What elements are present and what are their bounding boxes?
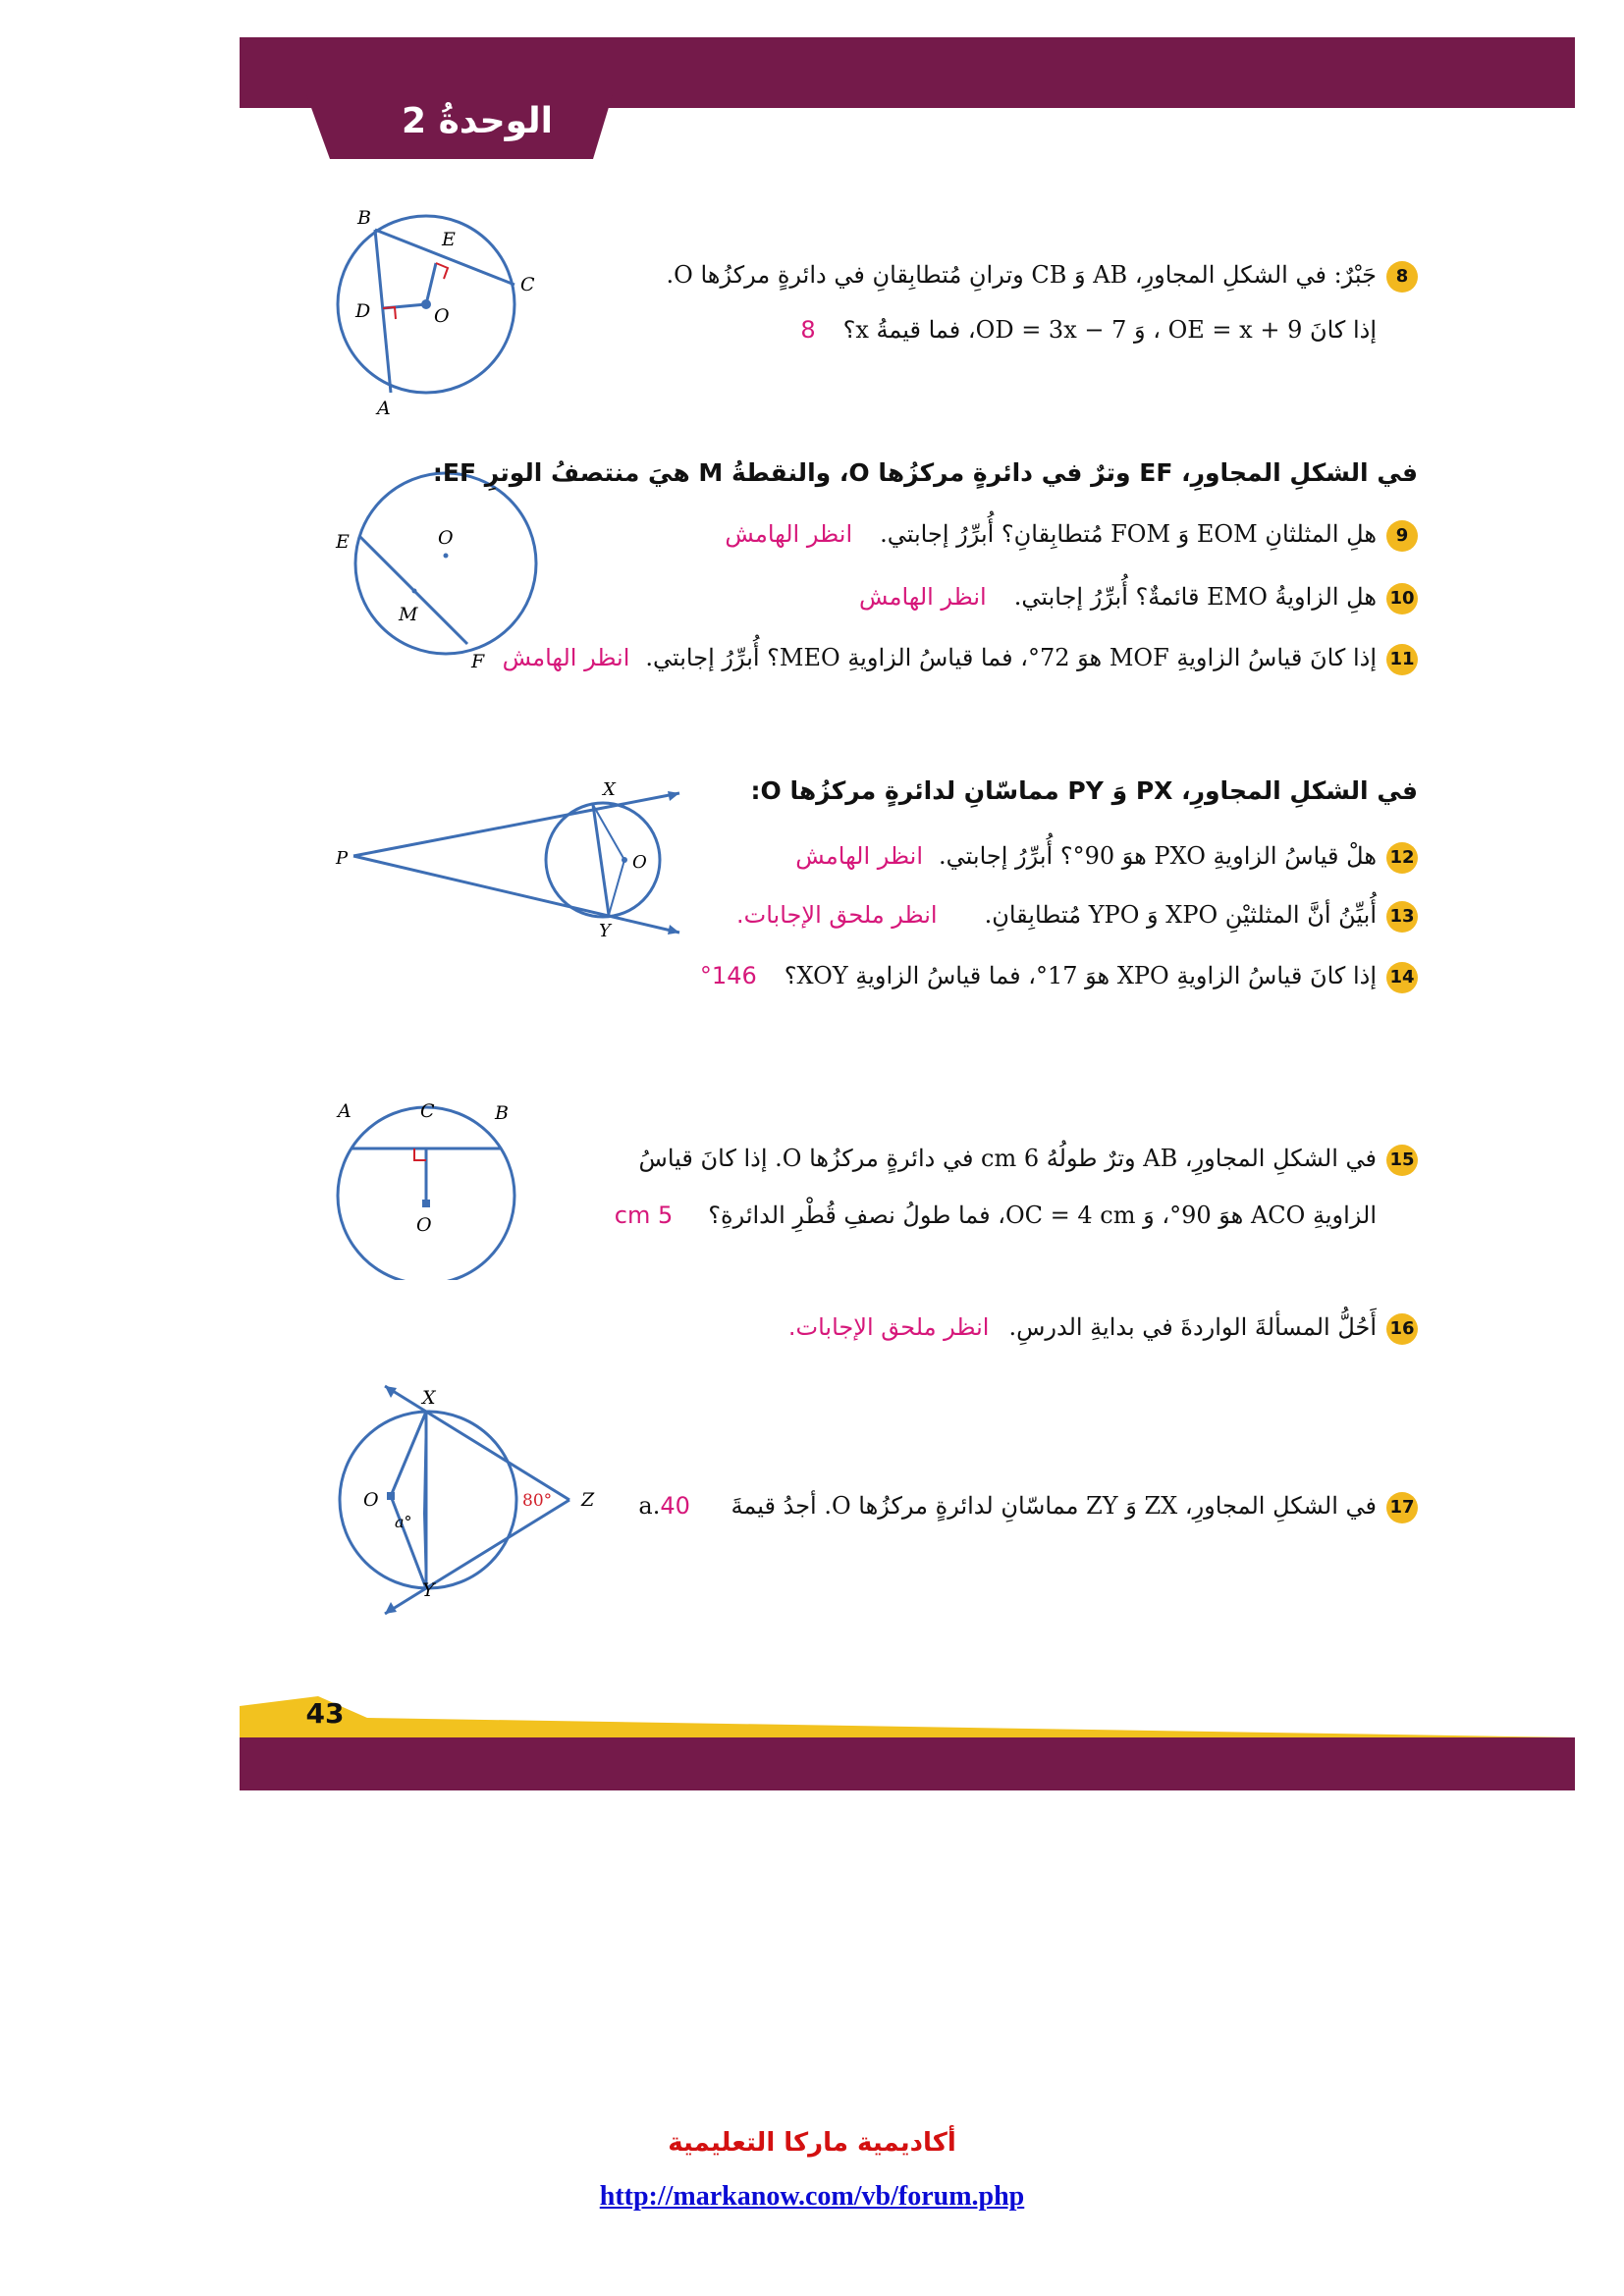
- q17-answer: 40: [660, 1492, 690, 1520]
- question-number-badge: 17: [1386, 1492, 1418, 1523]
- q10: [859, 579, 1418, 614]
- q15-answer: 5 cm: [614, 1201, 674, 1229]
- q16-text: أَحُلُّ المسألةَ الواردةَ في بدايةِ الدرسِ.: [1008, 1313, 1377, 1341]
- group9-intro: في الشكلِ المجاورِ، EF وترٌ في دائرةٍ مركزُها O، والنقطةُ M هيَ منتصفُ الوترِ EF:: [432, 458, 1418, 487]
- footer-link[interactable]: http://markanow.com/vb/forum.php: [599, 2181, 1025, 2212]
- q14: [700, 958, 1418, 993]
- q16: [788, 1309, 1418, 1345]
- question-number-badge: 14: [1386, 962, 1418, 993]
- question-number-badge: 16: [1386, 1313, 1418, 1345]
- footer-title: أكاديمية ماركا التعليمية: [668, 2128, 956, 2158]
- q8-line2: [800, 312, 1377, 347]
- q10-answer: انظر الهامش: [858, 583, 987, 611]
- q11-text: إذا كانَ قياسُ الزاويةِ MOF هوَ 72°، فما قياسُ الزاويةِ MEO؟ أُبرِّرُ إجابتي.: [645, 644, 1377, 671]
- q16-answer: انظر ملحق الإجابات.: [787, 1313, 990, 1341]
- bottom-banner: [240, 1737, 1575, 1790]
- figure-label: O: [363, 1489, 379, 1511]
- figure-label: C: [520, 274, 535, 295]
- page-number: 43: [305, 1697, 345, 1730]
- figure-label: Y: [599, 921, 611, 941]
- question-number-badge: 12: [1386, 842, 1418, 874]
- q12-answer: انظر الهامش: [795, 842, 924, 870]
- figure-label: B: [495, 1102, 509, 1124]
- group12-intro: في الشكلِ المجاورِ، PX وَ PY مماسّانِ لدائرةٍ مركزُها O:: [750, 776, 1418, 805]
- q14-text: إذا كانَ قياسُ الزاويةِ XPO هوَ 17°، فما قياسُ الزاويةِ XOY؟: [784, 962, 1377, 989]
- q11-answer: انظر الهامش: [502, 644, 630, 671]
- figure-label: 80°: [522, 1491, 553, 1511]
- q15-text-2: الزاويةِ ACO هوَ 90°، وَ OC = 4 cm، فما طولُ نصفِ قُطْرِ الدائرةِ؟: [708, 1201, 1377, 1229]
- figure-label: M: [399, 604, 418, 625]
- figure-q8: [320, 202, 546, 418]
- q15-line1: [639, 1141, 1418, 1176]
- q9: [725, 516, 1418, 552]
- question-number-badge: 8: [1386, 261, 1418, 293]
- question-number-badge: 9: [1386, 520, 1418, 552]
- figure-q17: [330, 1378, 624, 1624]
- q13-text: أُبيِّنُ أنَّ المثلثيْنِ XPO وَ YPO مُتطابِقانِ.: [984, 901, 1377, 929]
- q8-answer: 8: [800, 316, 816, 344]
- figure-label: A: [377, 398, 391, 418]
- figure-label: Z: [581, 1489, 595, 1511]
- q13-answer: انظر ملحق الإجابات.: [736, 901, 938, 929]
- question-number-badge: 10: [1386, 583, 1418, 614]
- question-number-badge: 11: [1386, 644, 1418, 675]
- q15-text: في الشكلِ المجاورِ، AB وترٌ طولُهُ 6 cm في دائرةٍ مركزُها O. إذا كانَ قياسُ: [638, 1145, 1377, 1172]
- figure-label: E: [442, 229, 456, 250]
- figure-label: X: [422, 1387, 436, 1409]
- figure-label: D: [355, 300, 371, 322]
- q12: [795, 838, 1418, 874]
- figure-label: O: [632, 852, 647, 873]
- figure-label: O: [438, 527, 454, 549]
- figure-label: E: [336, 531, 350, 553]
- figure-q15: [330, 1094, 526, 1280]
- figure-label: F: [471, 651, 485, 672]
- q14-answer: 146°: [699, 962, 757, 989]
- q8-text: جَبْرٌ: في الشكلِ المجاورِ، AB وَ CB وترانِ مُتطابِقانِ في دائرةٍ مركزُها O.: [666, 261, 1377, 289]
- q8-line1: [667, 257, 1418, 293]
- figure-label: a°: [395, 1513, 412, 1531]
- figure-label: B: [357, 207, 371, 229]
- q17-text: في الشكلِ المجاورِ، ZX وَ ZY مماسّانِ لدائرةٍ مركزُها O. أجدُ قيمةَ a.: [638, 1492, 1377, 1520]
- question-number-badge: 13: [1386, 901, 1418, 933]
- q9-answer: انظر الهامش: [725, 520, 853, 548]
- figure-label: A: [338, 1100, 352, 1122]
- figure-label: P: [336, 848, 349, 869]
- figure-label: X: [603, 779, 616, 800]
- q15-line2: [615, 1198, 1377, 1233]
- figure-label: O: [416, 1214, 432, 1236]
- q8-text-2: إذا كانَ OE = x + 9 ، وَ OD = 3x − 7، فما قيمةُ x؟: [842, 316, 1377, 344]
- q9-text: هلِ المثلثانِ EOM وَ FOM مُتطابِقانِ؟ أُبرِّرُ إجابتي.: [880, 520, 1377, 548]
- q17: [638, 1488, 1418, 1523]
- figure-label: O: [434, 305, 450, 327]
- figure-q12-14: [330, 775, 693, 952]
- q10-text: هلِ الزاويةُ EMO قائمةٌ؟ أُبرِّرُ إجابتي.: [1013, 583, 1377, 611]
- q13: [736, 897, 1418, 933]
- q12-text: هلْ قياسُ الزاويةِ PXO هوَ 90°؟ أُبرِّرُ إجابتي.: [939, 842, 1377, 870]
- unit-label: الوحدةُ 2: [401, 101, 553, 141]
- figure-label: Y: [422, 1579, 435, 1601]
- q11: [503, 640, 1418, 675]
- figure-label: C: [420, 1100, 435, 1122]
- question-number-badge: 15: [1386, 1145, 1418, 1176]
